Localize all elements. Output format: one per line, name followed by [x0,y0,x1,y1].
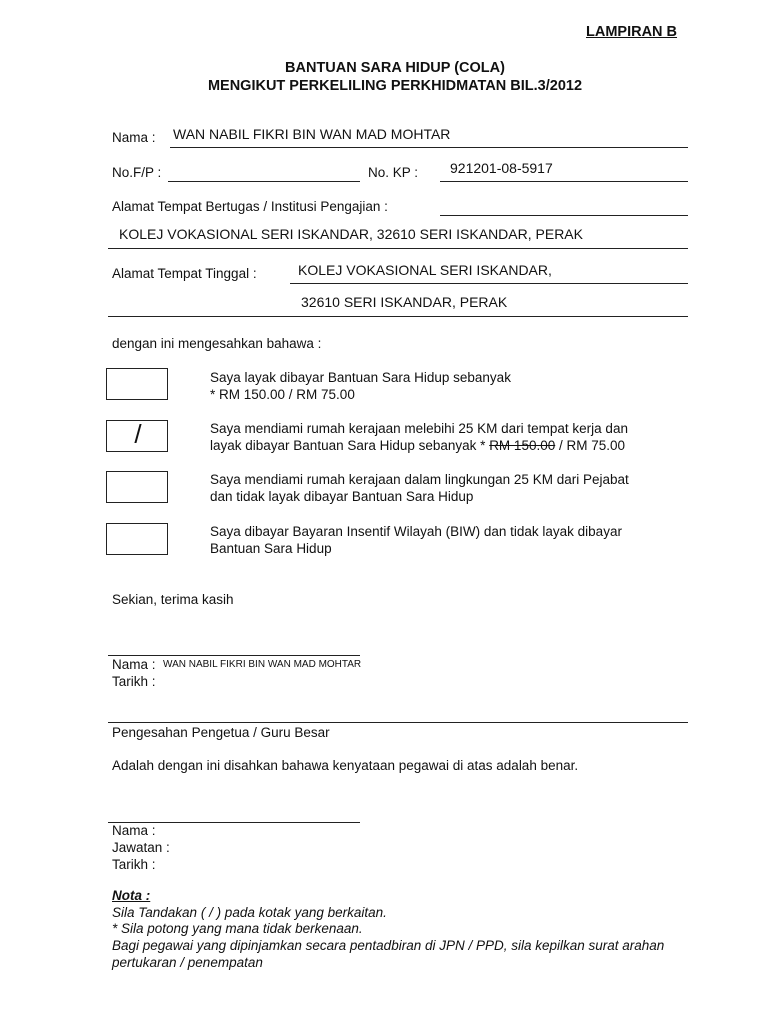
signature-1-nama-label: Nama : [112,657,156,672]
option-2-line2 [210,437,628,454]
option-2-line2-post: / RM 75.00 [555,438,626,453]
confirm-intro: dengan ini mengesahkan bahawa : [112,336,322,351]
option-4-checkbox[interactable] [106,523,168,555]
nota-line-3: Bagi pegawai yang dipinjamkan secara pentadbiran di JPN / PPD, sila kepilkan surat arahan [112,938,665,953]
option-1-line2: * RM 150.00 / RM 75.00 [210,387,355,402]
signature-1-tarikh-label: Tarikh : [112,674,156,689]
form-subtitle: MENGIKUT PERKELILING PERKHIDMATAN BIL.3/2012 [207,78,583,94]
option-4-line1: Saya dibayar Bayaran Insentif Wilayah (BIW) dan tidak layak dibayar [210,524,622,539]
alamat-bertugas-label: Alamat Tempat Bertugas / Institusi Pengajian : [112,199,388,214]
option-4-text [210,523,622,557]
lampiran-label: LAMPIRAN B [586,24,678,40]
option-1-text [210,369,511,403]
option-2-line2-pre: layak dibayar Bantuan Sara Hidup sebanyak * [210,438,490,453]
option-2-struck-amount: RM 150.00 [489,438,556,453]
signature-2-tarikh-label: Tarikh : [112,857,156,872]
option-3-text [210,471,629,505]
alamat-tinggal-line1[interactable]: KOLEJ VOKASIONAL SERI ISKANDAR, [298,262,552,278]
signature-2-jawatan-label: Jawatan : [112,840,170,855]
pengesahan-statement: Adalah dengan ini disahkan bahawa kenyataan pegawai di atas adalah benar. [112,758,579,773]
nokp-underline [440,181,688,182]
signature-1-nama-value[interactable]: WAN NABIL FIKRI BIN WAN MAD MOHTAR [163,659,362,670]
alamat-tinggal-underline-2 [108,316,688,317]
option-2-checkbox[interactable] [106,420,168,452]
nota-line-1: Sila Tandakan ( / ) pada kotak yang berkaitan. [112,905,387,920]
nama-value[interactable]: WAN NABIL FIKRI BIN WAN MAD MOHTAR [173,126,451,142]
nofp-label: No.F/P : [112,165,162,180]
pengesahan-divider [108,722,688,723]
closing-text: Sekian, terima kasih [112,592,234,607]
nota-heading: Nota : [112,888,151,903]
alamat-bertugas-value[interactable]: KOLEJ VOKASIONAL SERI ISKANDAR, 32610 SERI ISKANDAR, PERAK [119,226,583,242]
pengesahan-heading: Pengesahan Pengetua / Guru Besar [112,725,330,740]
alamat-bertugas-underline-1 [440,215,688,216]
nofp-underline [168,181,360,182]
nokp-label: No. KP : [368,165,419,180]
option-3-line1: Saya mendiami rumah kerajaan dalam lingkungan 25 KM dari Pejabat [210,472,629,487]
nota-line-4: pertukaran / penempatan [112,955,263,970]
signature-1-line [108,655,360,656]
option-2-mark: / [134,419,142,449]
alamat-tinggal-line2[interactable]: 32610 SERI ISKANDAR, PERAK [301,294,508,310]
alamat-bertugas-underline-2 [108,248,688,249]
form-title: BANTUAN SARA HIDUP (COLA) [285,60,505,76]
option-3-line2: dan tidak layak dibayar Bantuan Sara Hidup [210,489,474,504]
option-1-line1: Saya layak dibayar Bantuan Sara Hidup sebanyak [210,370,511,385]
option-4-line2: Bantuan Sara Hidup [210,541,332,556]
nokp-value[interactable]: 921201-08-5917 [450,160,553,176]
nama-underline [170,147,688,148]
option-3-checkbox[interactable] [106,471,168,503]
option-1-checkbox[interactable] [106,368,168,400]
signature-2-nama-label: Nama : [112,823,156,838]
alamat-tinggal-label: Alamat Tempat Tinggal : [112,266,257,281]
nota-line-2: * Sila potong yang mana tidak berkenaan. [112,921,363,936]
alamat-tinggal-underline-1 [290,283,688,284]
nama-label: Nama : [112,130,156,145]
option-2-text [210,420,628,454]
option-2-line1: Saya mendiami rumah kerajaan melebihi 25 KM dari tempat kerja dan [210,421,628,436]
